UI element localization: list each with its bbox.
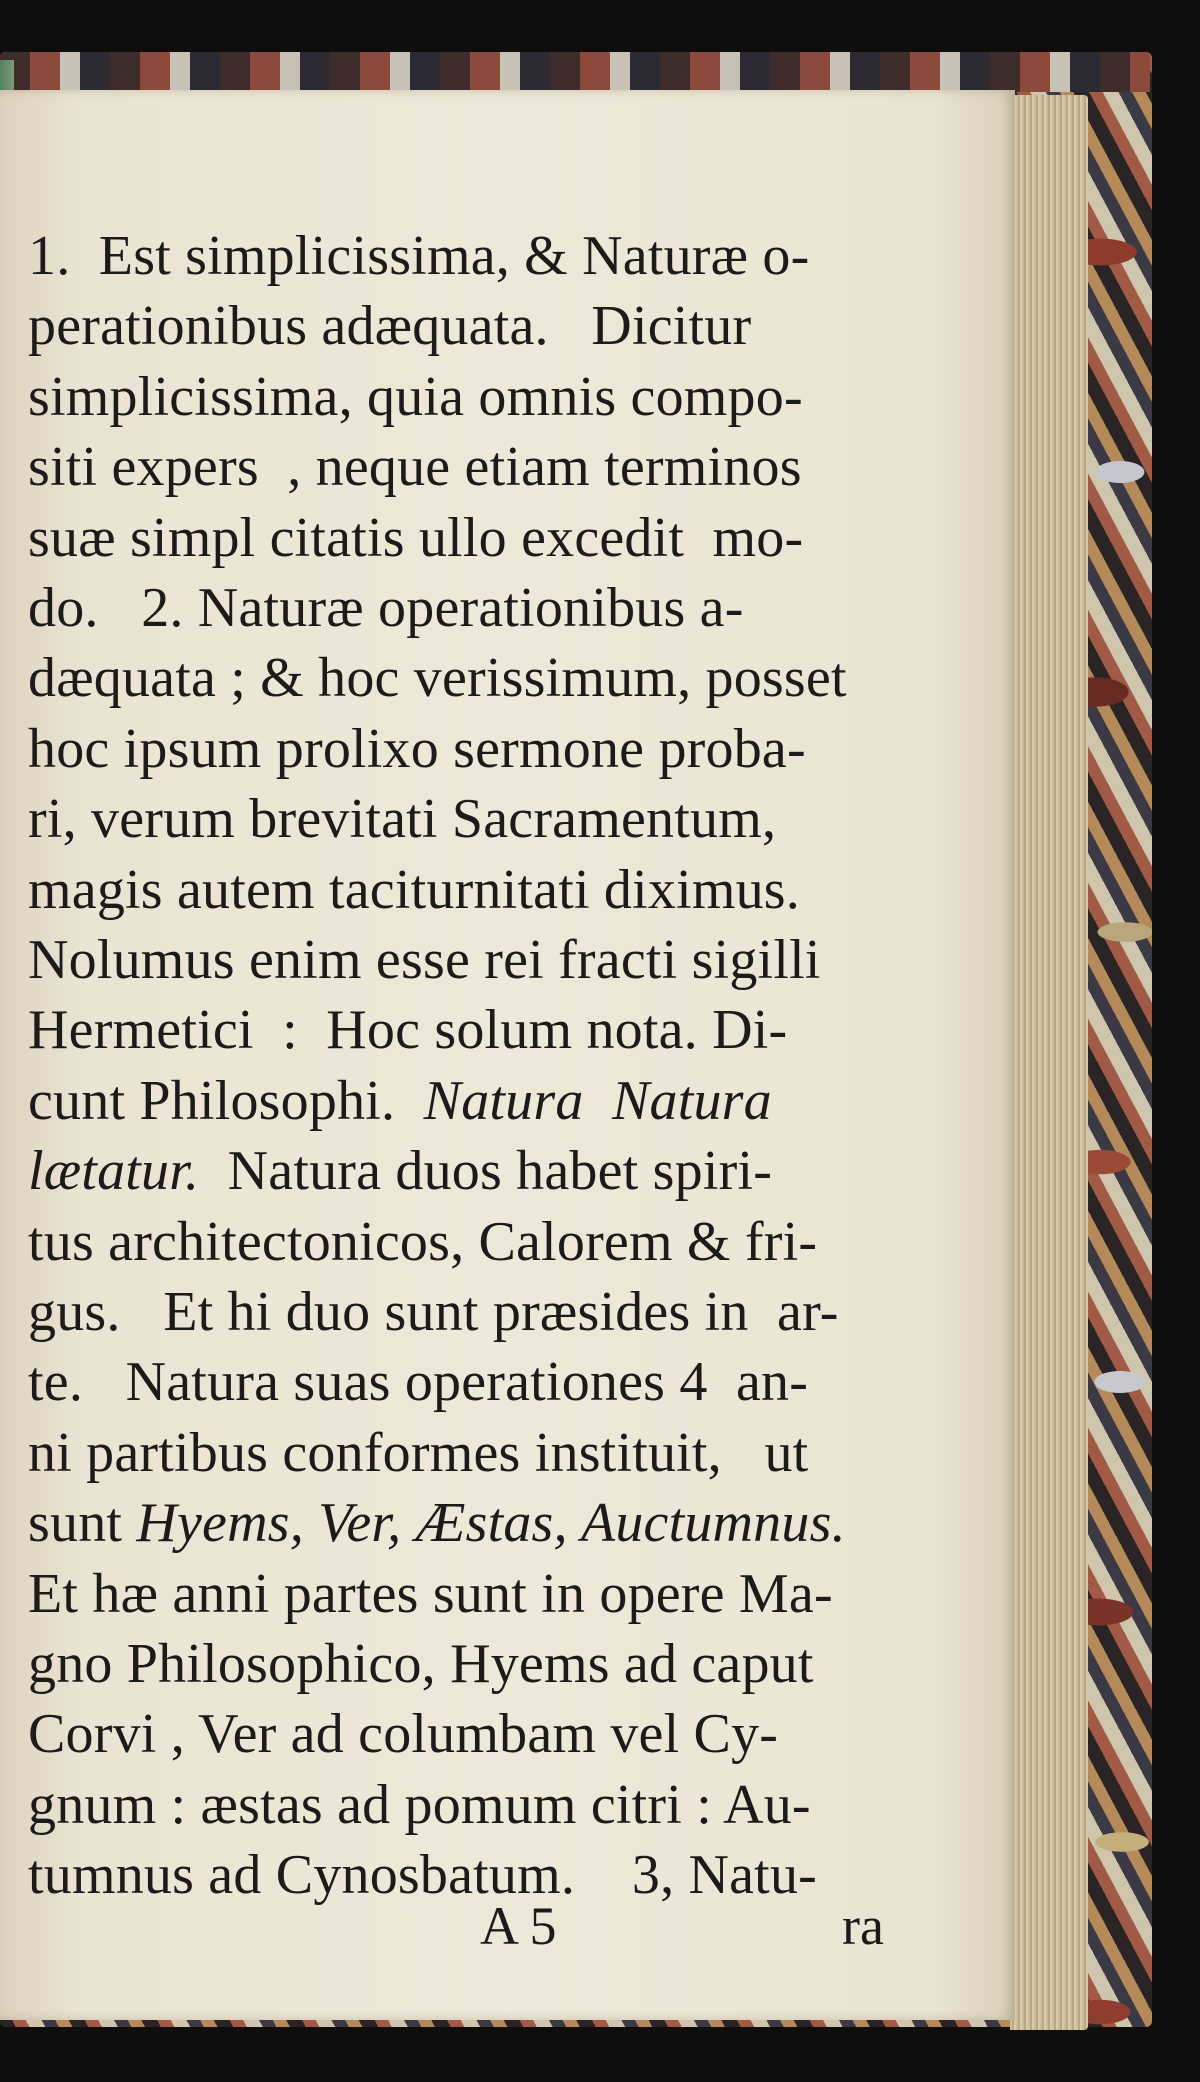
line-text: te. Natura suas operationes 4 an- [28,1351,809,1414]
text-line [28,994,787,1066]
text-line [28,1346,808,1418]
line-text: perationibus adæquata. Dicitur [28,295,752,358]
line-text: tumnus ad Cynosbatum. 3, Natu- [28,1844,817,1907]
line-text: sunt [28,1492,137,1555]
text-line [28,642,847,714]
line-italic-text: lætatur. [28,1140,200,1203]
cover-top-edge [0,52,1150,92]
line-text: Natura duos habet spiri- [199,1140,773,1203]
line-text: cunt Philosophi. [28,1069,424,1132]
text-line [28,924,821,996]
signature-mark: A 5 [480,1896,557,1956]
text-line [28,1558,833,1630]
text-line [28,220,809,292]
line-text: gno Philosophico, Hyems ad caput [28,1633,814,1695]
line-text: dæquata ; & hoc verissimum, posset [28,647,847,710]
line-text: 1. Est simplicissima, & Naturæ o- [28,225,810,287]
line-text: gnum : æstas ad pomum citri : Au- [28,1773,811,1836]
text-line [28,502,803,574]
line-text: do. 2. Naturæ operationibus a- [28,577,744,639]
text-line [28,572,744,644]
text-line [28,1628,814,1700]
text-line [28,1417,808,1489]
text-line [28,1206,817,1278]
line-text: Nolumus enim esse rei fracti sigilli [28,929,821,991]
line-italic-text: Natura Natura [423,1069,772,1132]
text-line [28,1839,817,1911]
line-italic-text: Hyems, Ver, Æstas, Auctumnus. [136,1492,846,1555]
text-line [28,854,800,926]
line-text: Corvi , Ver ad columbam vel Cy- [28,1703,779,1766]
text-line [28,1769,811,1841]
line-text: tus architectonicos, Calorem & fri- [28,1210,818,1273]
text-line [28,1065,772,1137]
line-text: Hermetici : Hoc solum nota. Di- [28,999,788,1062]
text-line [28,713,806,785]
text-line [28,1487,846,1559]
line-text: magis autem taciturnitati diximus. [28,858,800,921]
line-text: ni partibus conformes instituit, ut [28,1421,809,1484]
line-text: siti expers , neque etiam terminos [28,436,802,499]
catchword: ra [842,1896,884,1956]
text-line [28,290,751,362]
line-text: suæ simpl citatis ullo excedit mo- [28,506,804,569]
line-text: Et hæ anni partes sunt in opere Ma- [28,1562,833,1625]
book-page [0,90,1015,2020]
page-edges [1010,95,1088,2030]
line-text: ri, verum brevitati Sacramentum, [28,788,777,851]
text-line [28,431,802,503]
text-line [28,1698,778,1770]
line-text: hoc ipsum prolixo sermone proba- [28,717,806,780]
text-line [28,783,776,855]
text-line [28,1135,772,1207]
text-line [28,361,803,433]
line-text: gus. Et hi duo sunt præsides in ar- [28,1281,839,1343]
text-line [28,1276,839,1348]
line-text: simplicissima, quia omnis compo- [28,365,803,428]
